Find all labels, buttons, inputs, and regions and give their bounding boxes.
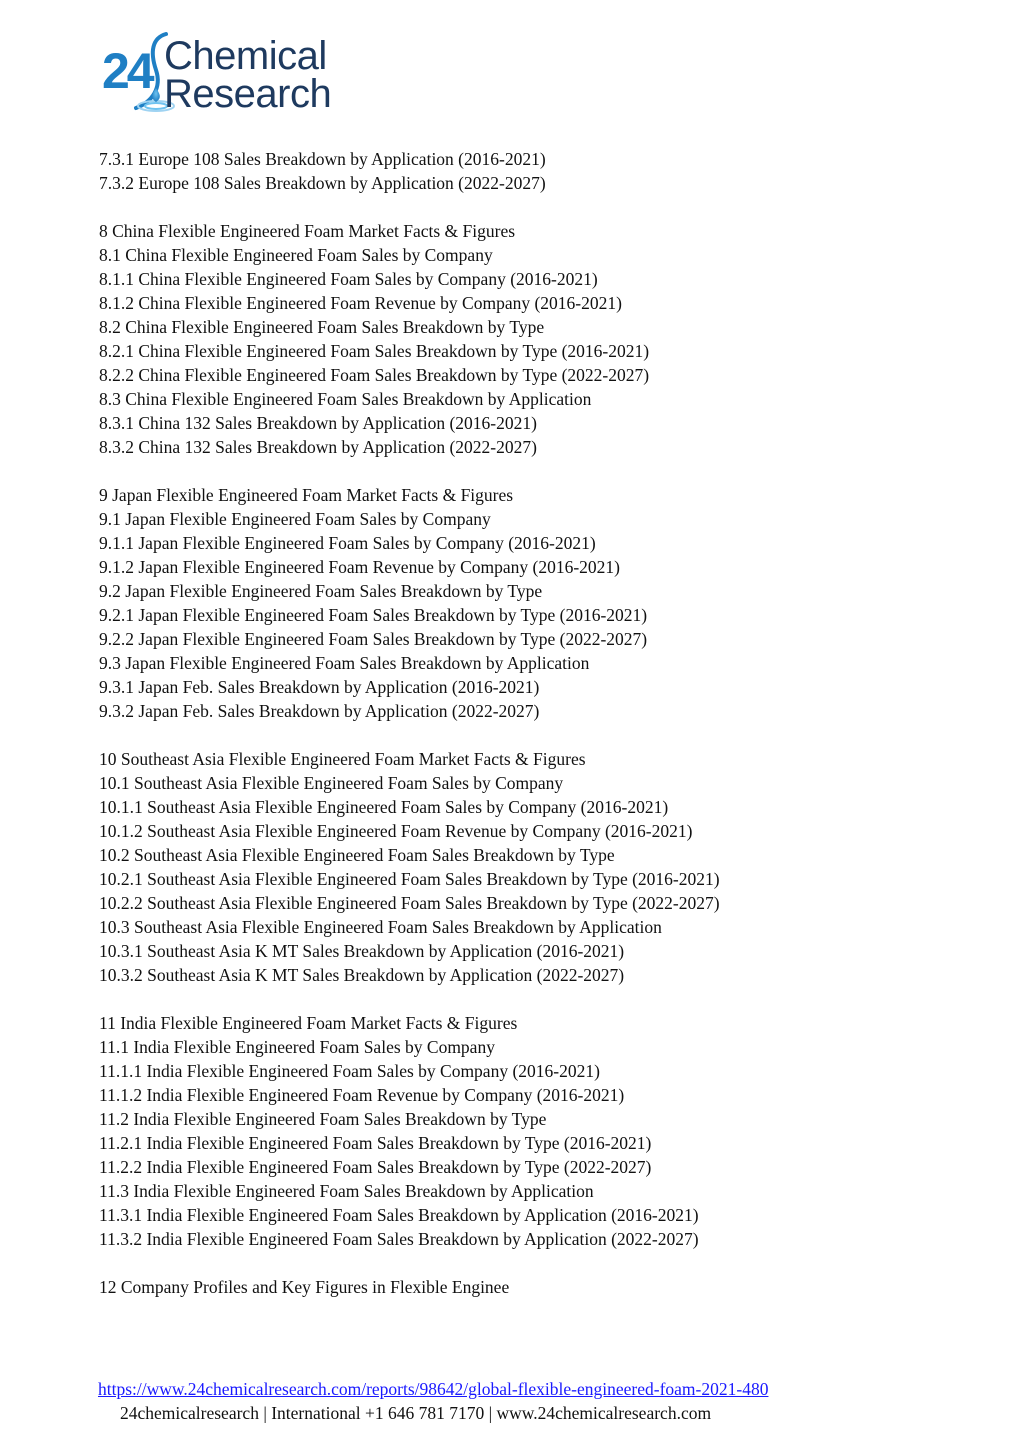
toc-entry: 10.3.1 Southeast Asia K MT Sales Breakdown by Application (2016-2021) (99, 941, 625, 961)
toc-entry: 10.1 Southeast Asia Flexible Engineered Foam Sales by Company (99, 773, 564, 793)
toc-entry: 8.1.1 China Flexible Engineered Foam Sales by Company (2016-2021) (99, 269, 598, 289)
logo-number: 24 (102, 43, 152, 99)
toc-entry: 9.1.2 Japan Flexible Engineered Foam Revenue by Company (2016-2021) (99, 557, 621, 577)
toc-entry: 11.2.2 India Flexible Engineered Foam Sales Breakdown by Type (2022-2027) (99, 1157, 652, 1177)
toc-entry: 11.1 India Flexible Engineered Foam Sales by Company (99, 1037, 495, 1057)
toc-entry: 10.1.1 Southeast Asia Flexible Engineered Foam Sales by Company (2016-2021) (99, 797, 669, 817)
toc-entry: 8.3.2 China 132 Sales Breakdown by Application (2022-2027) (99, 437, 537, 457)
toc-entry: 10.3 Southeast Asia Flexible Engineered Foam Sales Breakdown by Application (99, 917, 662, 937)
toc-entry: 7.3.2 Europe 108 Sales Breakdown by Application (2022-2027) (99, 173, 546, 193)
toc-entry: 10 Southeast Asia Flexible Engineered Foam Market Facts & Figures (99, 749, 586, 769)
toc-entry: 9.1 Japan Flexible Engineered Foam Sales by Company (99, 509, 491, 529)
toc-entry: 10.2.2 Southeast Asia Flexible Engineered Foam Sales Breakdown by Type (2022-2027) (99, 893, 720, 913)
toc-entry: 10.2 Southeast Asia Flexible Engineered Foam Sales Breakdown by Type (99, 845, 615, 865)
toc-entry: 11.2 India Flexible Engineered Foam Sales Breakdown by Type (99, 1109, 547, 1129)
toc-entry: 11.3.1 India Flexible Engineered Foam Sales Breakdown by Application (2016-2021) (99, 1205, 699, 1225)
toc-entry: 8 China Flexible Engineered Foam Market Facts & Figures (99, 221, 516, 241)
toc-entry: 8.1.2 China Flexible Engineered Foam Revenue by Company (2016-2021) (99, 293, 622, 313)
toc-entry: 11.3.2 India Flexible Engineered Foam Sales Breakdown by Application (2022-2027) (99, 1229, 699, 1249)
toc-entry: 10.2.1 Southeast Asia Flexible Engineered Foam Sales Breakdown by Type (2016-2021) (99, 869, 720, 889)
toc-entry: 9.1.1 Japan Flexible Engineered Foam Sales by Company (2016-2021) (99, 533, 596, 553)
toc-entry: 11 India Flexible Engineered Foam Market Facts & Figures (99, 1013, 518, 1033)
toc-entry: 7.3.1 Europe 108 Sales Breakdown by Application (2016-2021) (99, 149, 546, 169)
toc-entry: 10.1.2 Southeast Asia Flexible Engineered Foam Revenue by Company (2016-2021) (99, 821, 693, 841)
toc-entry: 9.3 Japan Flexible Engineered Foam Sales Breakdown by Application (99, 653, 590, 673)
toc-entry: 8.2 China Flexible Engineered Foam Sales Breakdown by Type (99, 317, 545, 337)
logo-word-chemical: Chemical (164, 34, 327, 78)
toc-entry: 9.3.2 Japan Feb. Sales Breakdown by Application (2022-2027) (99, 701, 540, 721)
toc-entry: 9.2 Japan Flexible Engineered Foam Sales Breakdown by Type (99, 581, 543, 601)
toc-entry: 11.3 India Flexible Engineered Foam Sales Breakdown by Application (99, 1181, 594, 1201)
toc-entry: 8.3.1 China 132 Sales Breakdown by Application (2016-2021) (99, 413, 537, 433)
logo-word-research: Research (164, 72, 332, 116)
toc-entry: 8.2.1 China Flexible Engineered Foam Sales Breakdown by Type (2016-2021) (99, 341, 650, 361)
section-spacer (99, 1251, 959, 1275)
toc-entry: 8.2.2 China Flexible Engineered Foam Sales Breakdown by Type (2022-2027) (99, 365, 650, 385)
company-logo (100, 28, 340, 118)
toc-entry: 12 Company Profiles and Key Figures in Flexible Enginee (99, 1277, 510, 1297)
toc-entry: 11.2.1 India Flexible Engineered Foam Sales Breakdown by Type (2016-2021) (99, 1133, 652, 1153)
toc-entry: 9.2.1 Japan Flexible Engineered Foam Sales Breakdown by Type (2016-2021) (99, 605, 648, 625)
contact-line: 24chemicalresearch | International +1 646 781 7170 | www.24chemicalresearch.com (120, 1403, 712, 1423)
toc-entry: 11.1.2 India Flexible Engineered Foam Revenue by Company (2016-2021) (99, 1085, 625, 1105)
report-url-link[interactable]: https://www.24chemicalresearch.com/reports/98642/global-flexible-engineered-foam-2021-480 (98, 1379, 769, 1399)
toc-entry: 8.1 China Flexible Engineered Foam Sales by Company (99, 245, 493, 265)
toc-entry: 8.3 China Flexible Engineered Foam Sales Breakdown by Application (99, 389, 592, 409)
toc-entry: 10.3.2 Southeast Asia K MT Sales Breakdown by Application (2022-2027) (99, 965, 625, 985)
section-spacer (99, 987, 959, 1011)
section-spacer (99, 195, 959, 219)
toc-entry: 11.1.1 India Flexible Engineered Foam Sales by Company (2016-2021) (99, 1061, 600, 1081)
section-spacer (99, 723, 959, 747)
toc-entry: 9.3.1 Japan Feb. Sales Breakdown by Application (2016-2021) (99, 677, 540, 697)
table-of-contents (99, 147, 959, 1299)
section-spacer (99, 459, 959, 483)
toc-entry: 9.2.2 Japan Flexible Engineered Foam Sales Breakdown by Type (2022-2027) (99, 629, 648, 649)
toc-entry: 9 Japan Flexible Engineered Foam Market Facts & Figures (99, 485, 514, 505)
